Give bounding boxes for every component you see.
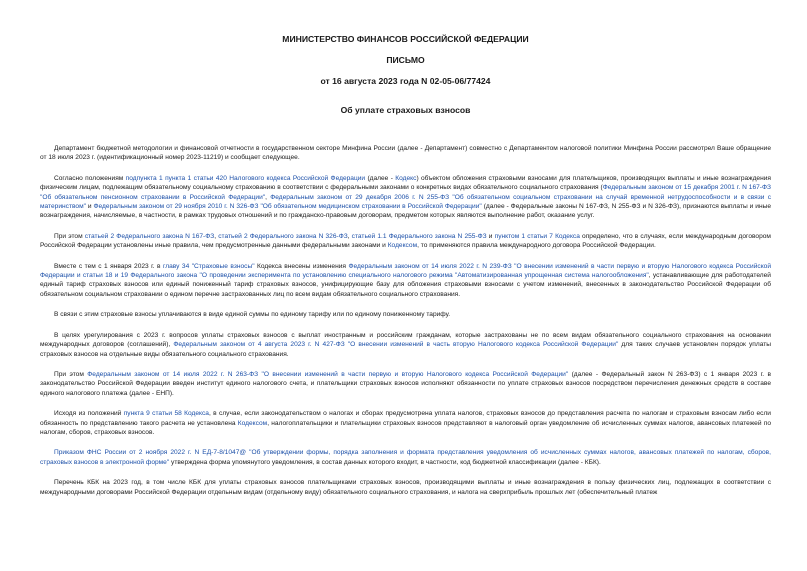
legal-reference-link[interactable]: Кодексом (387, 242, 418, 250)
legal-reference-link[interactable]: пункта 9 статьи 58 Кодекса (123, 410, 209, 418)
document-date-number: от 16 августа 2023 года N 02-05-06/77424 (320, 76, 491, 86)
paragraph-text: утверждена форма упомянутого уведомления, в состав данных которого входит, в частности, код бюджетной классификации (далее - КБК). (169, 458, 601, 466)
paragraph-text: , (214, 232, 219, 240)
legal-reference-link[interactable]: пунктом 1 статьи 7 Кодекса (494, 232, 580, 240)
legal-reference-link[interactable]: Федеральным законом от 4 августа 2023 г. N 427-ФЗ "О внесении изменений в часть вторую Налогового кодекса Российской Федерации" (173, 341, 619, 349)
paragraph (40, 232, 771, 251)
document-subject: Об уплате страховых взносов (340, 105, 471, 115)
legal-reference-link[interactable]: Кодекс (395, 174, 417, 182)
paragraph-text: и (486, 232, 495, 240)
paragraph (40, 409, 771, 437)
paragraph-text: , устанавливающие для работодателей единый тариф страховых взносов или единый пониженный тариф страховых взносов, унифицирующие базу для обложения страховыми взносами с учетом изменений, внесенных в законодательство Российской Федерации об обязательном социальном страховании о едином перечне застрахованных лиц по всем видам обязательного социального страхования. (40, 272, 771, 298)
paragraph (40, 144, 771, 163)
paragraph-text: Согласно положениям (54, 174, 126, 182)
legal-reference-link[interactable]: Федеральным законом от 29 декабря 2006 г. N 255-ФЗ "Об обязательном социальном страховании на случай временной нетрудоспособности и в связи с материнством" (40, 193, 771, 211)
paragraph-text: Вместе с тем с 1 января 2023 г. в (54, 262, 164, 270)
legal-reference-link[interactable]: Кодексом (237, 419, 268, 427)
document-type: ПИСЬМО (386, 55, 425, 65)
paragraph (40, 370, 771, 398)
paragraph (40, 331, 771, 359)
legal-reference-link[interactable]: статьей 2 Федерального закона N 326-ФЗ (218, 232, 348, 240)
paragraph-text: В связи с этим страховые взносы уплачиваются в виде единой суммы по единому тарифу или по единому пониженному тарифу. (54, 311, 451, 319)
paragraph-text: В целях урегулирования с 2023 г. вопросов уплаты страховых взносов с выплат иностранным и российским гражданам, которые застрахованы не по всем видам обязательного социального страхования на основании международных договоров (соглашений), (40, 331, 771, 349)
ministry-title: МИНИСТЕРСТВО ФИНАНСОВ РОССИЙСКОЙ ФЕДЕРАЦИИ (282, 34, 529, 44)
paragraph-text: Перечень КБК на 2023 год, в том числе КБК для уплаты страховых взносов плательщиками страховых взносов, производящими выплаты и иные вознаграждения в пользу физических лиц, подлежащих в соответствии с международными договорами Российской Федерации отдельным видам (отдельному виду) обязательного социального страхования, и налога на сверхприбыль прошлых лет (обеспечительный платеж (40, 479, 771, 496)
paragraph-text: определено, что в случаях, если международным договором Российской Федерации установлены иные правила, чем предусмотренные данными федеральными законами и (40, 232, 771, 250)
paragraph-text: , налогоплательщики и плательщики страховых взносов представляют в налоговый орган уведомление об исчисленных суммах налогов, авансовых платежей по налогам, сборов, страховых взносов. (40, 419, 771, 436)
paragraph-text: Исходя из положений (54, 410, 124, 418)
legal-reference-link[interactable]: Федеральным законом от 14 июля 2022 г. N 263-ФЗ "О внесении изменений в части первую и вторую Налогового кодекса Российской Федерации" (87, 370, 569, 378)
paragraph-text: При этом (54, 370, 88, 378)
paragraph-text: ) объектом обложения страховыми взносами для плательщиков, производящих выплаты и иные вознаграждения физическим лицам, подлежащим обязательному социальному страхованию в соответствии с федеральными законами о конкретных видах обязательного социального страхования ( (40, 174, 771, 192)
paragraph (40, 310, 771, 319)
paragraph-text: Кодекса внесены изменения (254, 262, 349, 270)
paragraph (40, 478, 771, 497)
paragraph (40, 174, 771, 221)
paragraph-text: (далее - (365, 174, 396, 182)
paragraph-text: , (265, 193, 271, 201)
legal-reference-link[interactable]: Приказом ФНС России от 2 ноября 2022 г. N ЕД-7-8/1047@ "Об утверждении формы, порядка заполнения и формата представления уведомления об исчисленных суммах налогов, авансовых платежей по налогам, сборов, страховых взносов в электронной форме" (40, 449, 771, 466)
paragraph (40, 448, 771, 467)
legal-reference-link[interactable]: Федеральным законом от 14 июля 2022 г. N 239-ФЗ "О внесении изменений в части первую и вторую Налогового кодекса Российской Федерации и статьи 18 и 19 Федерального закона (40, 262, 772, 280)
legal-reference-link[interactable]: Федеральным законом от 15 декабря 2001 г. N 167-ФЗ "Об обязательном пенсионном страховании в Российской Федерации" (40, 184, 772, 201)
paragraph-text: , в случае, если законодательством о налогах и сборах предусмотрена уплата налогов, страховых взносов до представления расчета по налогам и страховым взносам либо если обязанность по представлению такого расчета не установлена (40, 410, 771, 427)
paragraph-text: , (347, 232, 352, 240)
legal-reference-link[interactable]: главу 34 "Страховые взносы" (163, 262, 255, 270)
legal-reference-link[interactable]: статьей 2 Федерального закона N 167-ФЗ (84, 232, 215, 240)
paragraph-text: Департамент бюджетной методологии и финансовой отчетности в государственном секторе Минфина России (далее - Департамент) совместно с Департаментом налоговой политики Минфина России рассмотрел Ваше обращение от 18 июля 2023 г. (идентификационный номер 2023-11219) и сообщает следующее. (40, 145, 771, 162)
paragraph-text: (далее - Федеральный закон N 263-ФЗ) с 1 января 2023 г. в законодательство Российской Федерации введен институт единого налогового счета, и плательщики страховых взносов исполняют обязанности по уплате страховых взносов посредством перечисления денежных средств в составе единого налогового платежа (далее - ЕНП). (40, 370, 771, 397)
paragraph-text: При этом (54, 232, 85, 240)
document-body (40, 144, 771, 497)
legal-reference-link[interactable]: Федеральным законом от 29 ноября 2010 г. N 326-ФЗ "Об обязательном медицинском страховании в Российской Федерации" (93, 203, 482, 211)
paragraph-text: и (85, 203, 94, 211)
legal-reference-link[interactable]: статьей 1.1 Федерального закона N 255-ФЗ (351, 232, 487, 240)
legal-reference-link[interactable]: "О проведении эксперимента по установлению специального налогового режима "Автоматизированная упрощенная система налогообложения" (197, 272, 649, 280)
paragraph (40, 262, 771, 300)
paragraph-text: для таких случаев установлен порядок уплаты страховых взносов на отдельные виды обязательного социального страхования. (40, 341, 772, 358)
paragraph-text: (далее - Федеральные законы N 167-ФЗ, N 255-ФЗ и N 326-ФЗ), признаются выплаты и иные вознаграждения, начисляемые, в частности, в рамках трудовых отношений и по гражданско-правовым договорам, предметом которых являются выполнение работ, оказание услуг. (40, 203, 771, 220)
legal-reference-link[interactable]: подпункта 1 пункта 1 статьи 420 Налогового кодекса Российской Федерации (125, 174, 366, 182)
paragraph-text: , то применяются правила международного договора Российской Федерации. (417, 242, 656, 250)
